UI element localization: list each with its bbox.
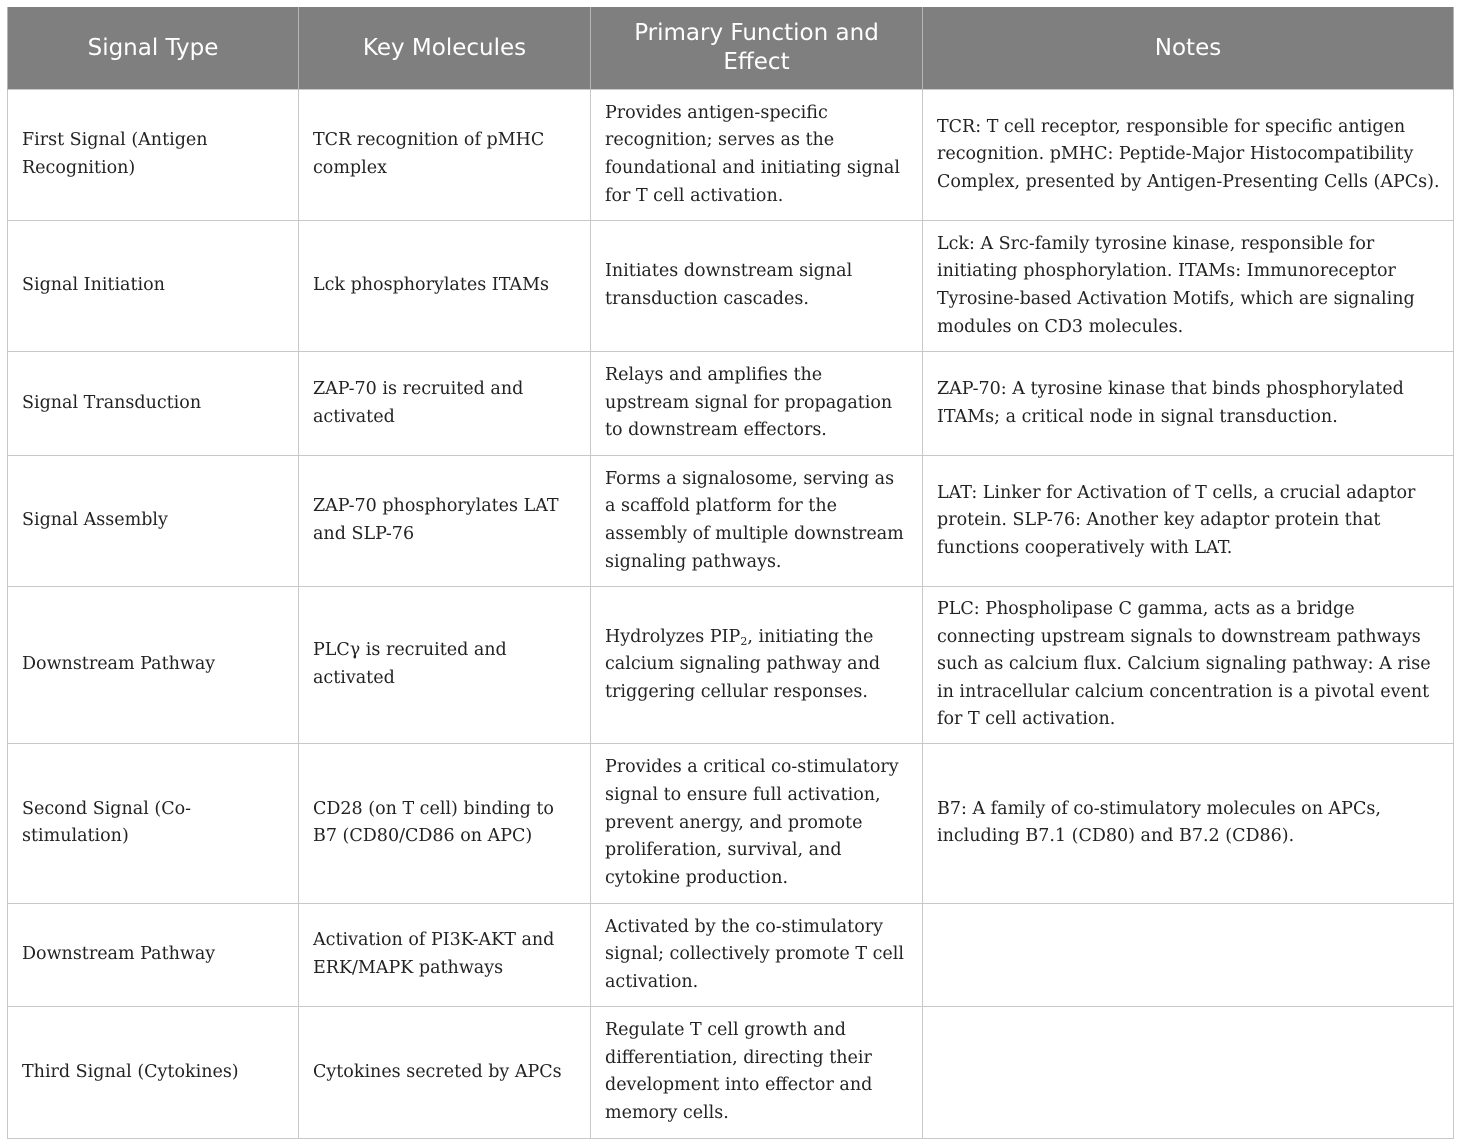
cell-signal-type: Signal Assembly xyxy=(8,456,299,587)
cell-function: Forms a signalosome, serving as a scaffold platform for the assembly of multiple downstream signaling pathways. xyxy=(591,456,923,587)
cell-notes: TCR: T cell receptor, responsible for specific antigen recognition. pMHC: Peptide-Major Histocompatibility Complex, presented by Antigen-Presenting Cells (APCs). xyxy=(923,90,1454,221)
table-row xyxy=(8,352,1454,456)
table-row xyxy=(8,456,1454,587)
cell-signal-type: Third Signal (Cytokines) xyxy=(8,1006,299,1138)
cell-key-molecules: TCR recognition of pMHC complex xyxy=(299,90,591,221)
cell-signal-type: Downstream Pathway xyxy=(8,587,299,744)
cell-key-molecules: PLCγ is recruited and activated xyxy=(299,587,591,744)
header-signal-type: Signal Type xyxy=(8,7,299,90)
cell-key-molecules: ZAP-70 is recruited and activated xyxy=(299,352,591,456)
cell-signal-type: Signal Initiation xyxy=(8,221,299,352)
table-row xyxy=(8,90,1454,221)
header-notes: Notes xyxy=(923,7,1454,90)
cell-notes xyxy=(923,1006,1454,1138)
header-row xyxy=(8,7,1454,90)
cell-function: Activated by the co-stimulatory signal; collectively promote T cell activation. xyxy=(591,903,923,1006)
cell-function: Relays and amplifies the upstream signal for propagation to downstream effectors. xyxy=(591,352,923,456)
table-row xyxy=(8,1006,1454,1138)
cell-key-molecules: Cytokines secreted by APCs xyxy=(299,1006,591,1138)
cell-notes: LAT: Linker for Activation of T cells, a crucial adaptor protein. SLP-76: Another key adaptor protein that functions cooperatively with LAT. xyxy=(923,456,1454,587)
cell-function: Regulate T cell growth and differentiation, directing their development into effector and memory cells. xyxy=(591,1006,923,1138)
cell-function xyxy=(591,587,923,744)
cell-signal-type: Second Signal (Co-stimulation) xyxy=(8,743,299,903)
table-row xyxy=(8,221,1454,352)
function-text-post: , initiating the calcium signaling pathway and triggering cellular responses. xyxy=(605,626,881,702)
cell-function: Provides a critical co-stimulatory signal to ensure full activation, prevent anergy, and promote proliferation, survival, and cytokine production. xyxy=(591,743,923,903)
function-text-pre: Hydrolyzes PIP xyxy=(605,626,741,647)
cell-key-molecules: Activation of PI3K-AKT and ERK/MAPK pathways xyxy=(299,903,591,1006)
signal-table-container xyxy=(7,7,1453,1139)
cell-function: Provides antigen-specific recognition; serves as the foundational and initiating signal for T cell activation. xyxy=(591,90,923,221)
cell-notes: B7: A family of co-stimulatory molecules on APCs, including B7.1 (CD80) and B7.2 (CD86). xyxy=(923,743,1454,903)
table-row xyxy=(8,587,1454,744)
cell-signal-type: Signal Transduction xyxy=(8,352,299,456)
signal-table xyxy=(7,7,1454,1139)
table-header xyxy=(8,7,1454,90)
function-subscript: 2 xyxy=(740,634,748,648)
cell-signal-type: First Signal (Antigen Recognition) xyxy=(8,90,299,221)
cell-notes: ZAP-70: A tyrosine kinase that binds phosphorylated ITAMs; a critical node in signal transduction. xyxy=(923,352,1454,456)
cell-function: Initiates downstream signal transduction cascades. xyxy=(591,221,923,352)
header-key-molecules: Key Molecules xyxy=(299,7,591,90)
cell-key-molecules: CD28 (on T cell) binding to B7 (CD80/CD86 on APC) xyxy=(299,743,591,903)
cell-key-molecules: Lck phosphorylates ITAMs xyxy=(299,221,591,352)
table-row xyxy=(8,743,1454,903)
cell-notes: Lck: A Src-family tyrosine kinase, responsible for initiating phosphorylation. ITAMs: Immunoreceptor Tyrosine-based Activation Motifs, which are signaling modules on CD3 molecules. xyxy=(923,221,1454,352)
header-primary-function: Primary Function and Effect xyxy=(591,7,923,90)
table-row xyxy=(8,903,1454,1006)
cell-notes: PLC: Phospholipase C gamma, acts as a bridge connecting upstream signals to downstream pathways such as calcium flux. Calcium signaling pathway: A rise in intracellular calcium concentration is a pivotal event for T cell activation. xyxy=(923,587,1454,744)
cell-signal-type: Downstream Pathway xyxy=(8,903,299,1006)
cell-key-molecules: ZAP-70 phosphorylates LAT and SLP-76 xyxy=(299,456,591,587)
cell-notes xyxy=(923,903,1454,1006)
table-body xyxy=(8,90,1454,1139)
